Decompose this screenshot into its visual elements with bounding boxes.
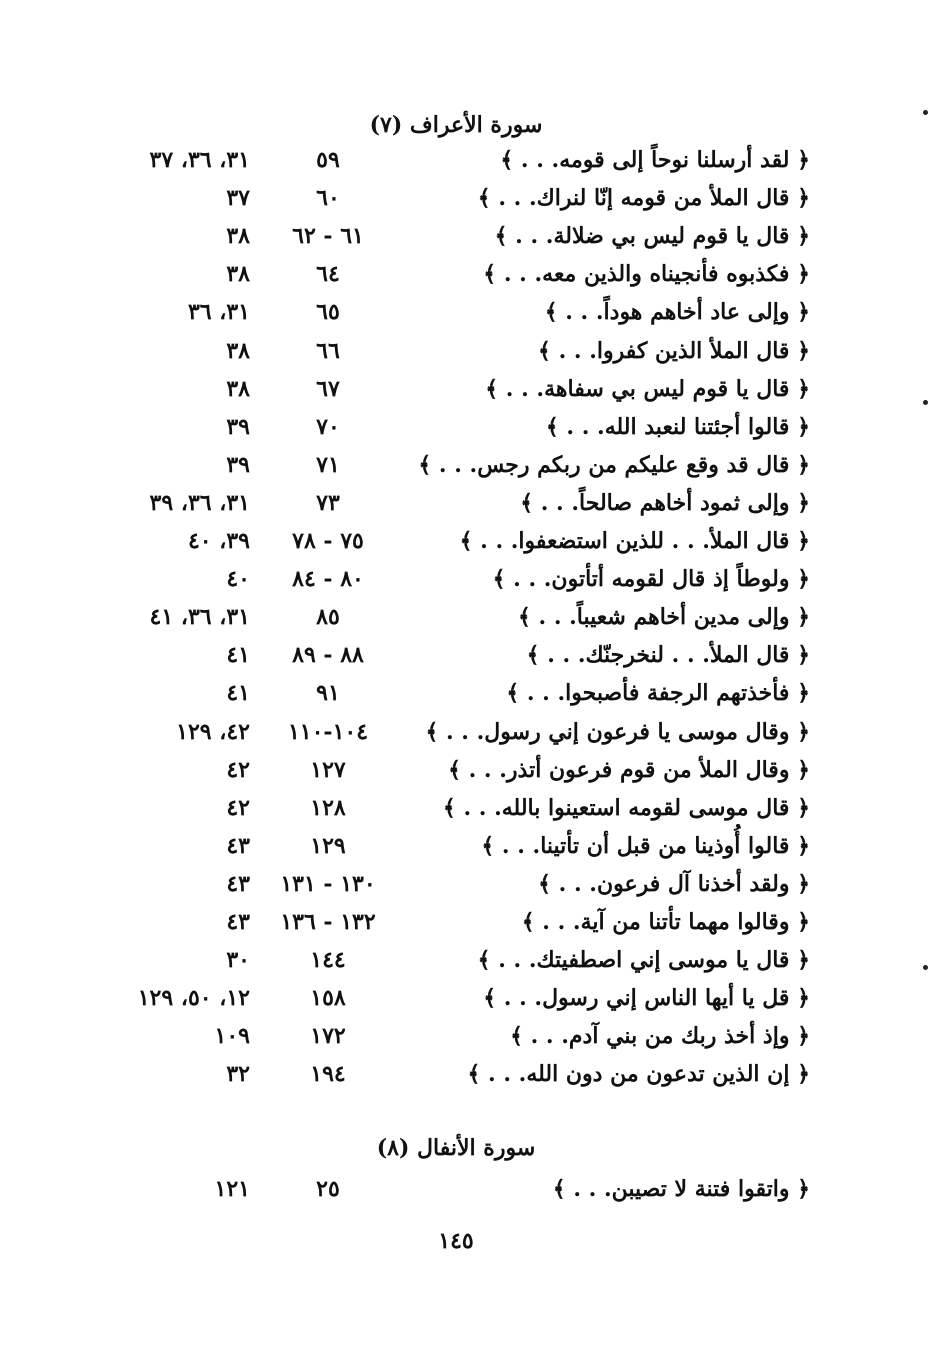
verse-text: ﴿ إن الذين تدعون من دون الله. . . ﴾: [467, 1061, 810, 1088]
page-reference: ٣٧: [226, 185, 250, 212]
ayah-number: ١٤٤: [310, 947, 346, 974]
page-reference: ٣٩، ٤٠: [187, 528, 250, 554]
verse-text: ﴿ قال يا موسى إني اصطفيتك. . . ﴾: [477, 947, 810, 974]
page-reference: ٤١: [226, 642, 250, 669]
page-reference: ٤١: [226, 680, 250, 707]
index-row: [0, 332, 928, 370]
verse-text: ﴿ قال يا قوم ليس بي سفاهة. . . ﴾: [485, 375, 810, 402]
index-row: [0, 255, 928, 293]
index-row: [0, 293, 928, 331]
page-reference: ٣٨: [226, 223, 250, 250]
index-row: [0, 408, 928, 446]
verse-text: ﴿ واتقوا فتنة لا تصيبن. . . ﴾: [552, 1176, 810, 1202]
page-reference: ١٢١: [214, 1176, 250, 1202]
verse-text: ﴿ فكذبوه فأنجيناه والذين معه. . . ﴾: [483, 261, 810, 288]
index-row: [0, 1017, 928, 1055]
verse-text: ﴿ قال الملأ. . . للذين استضعفوا. . . ﴾: [459, 528, 810, 554]
index-row: [0, 903, 928, 941]
ayah-number: ١٠٤-١١٠: [287, 718, 369, 745]
page-number: ١٤٥: [438, 1228, 474, 1254]
margin-dot: [923, 400, 928, 405]
page-reference: ٣١، ٣٦، ٣٩: [149, 489, 250, 516]
ayah-number: ١٣٠ - ١٣١: [280, 870, 376, 897]
page-reference: ٣٩: [226, 413, 250, 440]
page-reference: ١٠٩: [214, 1023, 250, 1050]
verse-text: ﴿ قالوا أُوذينا من قبل أن تأتينا. . . ﴾: [481, 832, 810, 859]
index-row: [0, 713, 928, 751]
index-row: [0, 865, 928, 903]
ayah-number: ٨٠ - ٨٤: [292, 566, 364, 593]
verse-text: ﴿ لقد أرسلنا نوحاً إلى قومه. . . ﴾: [500, 147, 810, 173]
page-reference: ٣٢: [226, 1061, 250, 1088]
ayah-number: ٨٨ - ٨٩: [292, 642, 364, 669]
page-reference: ٤٠: [226, 566, 250, 593]
ayah-number: ١٣٢ - ١٣٦: [280, 909, 376, 935]
ayah-number: ٧٠: [316, 413, 340, 440]
verse-text: ﴿ ولقد أخذنا آل فرعون. . . ﴾: [538, 870, 810, 897]
ayah-number: ١٢٩: [310, 832, 346, 859]
verse-text: ﴿ فأخذتهم الرجفة فأصبحوا. . . ﴾: [506, 680, 810, 707]
ayah-number: ٧٥ - ٧٨: [292, 528, 364, 554]
ayah-number: ٨٥: [316, 604, 340, 631]
verse-text: ﴿ وقال موسى يا فرعون إني رسول. . . ﴾: [425, 718, 810, 745]
verse-text: ﴿ وإلى عاد أخاهم هوداً. . . ﴾: [544, 299, 810, 326]
index-row: [0, 370, 928, 408]
index-row: [0, 636, 928, 674]
ayah-number: ٧١: [316, 451, 340, 478]
verse-text: ﴿ وإلى ثمود أخاهم صالحاً. . . ﴾: [520, 489, 810, 516]
verse-text: ﴿ قال قد وقع عليكم من ربكم رجس. . . ﴾: [418, 451, 810, 478]
ayah-number: ٦٠: [316, 185, 340, 212]
page-reference: ٣١، ٣٦، ٣٧: [149, 147, 250, 173]
page-reference: ١٢، ٥٠، ١٢٩: [137, 985, 250, 1012]
index-row: [0, 1055, 928, 1093]
page-reference: ٤٢: [226, 794, 250, 821]
ayah-number: ٦٧: [316, 375, 340, 402]
verse-text: ﴿ قل يا أيها الناس إني رسول. . . ﴾: [483, 985, 810, 1012]
index-row: [0, 179, 928, 217]
index-row: [0, 446, 928, 484]
index-row: [0, 789, 928, 827]
index-row: [0, 979, 928, 1017]
page-reference: ٤٣: [226, 832, 250, 859]
verse-text: ﴿ قال يا قوم ليس بي ضلالة. . . ﴾: [494, 223, 810, 250]
ayah-number: ٩١: [316, 680, 340, 707]
page-reference: ٣٠: [226, 947, 250, 974]
index-row: [0, 598, 928, 636]
ayah-number: ١٧٢: [310, 1023, 346, 1050]
ayah-number: ٧٣: [316, 489, 340, 516]
index-row: [0, 522, 928, 560]
index-row: [0, 941, 928, 979]
verse-text: ﴿ وقالوا مهما تأتنا من آية. . . ﴾: [521, 909, 810, 935]
verse-text: ﴿ قال الملأ من قومه إنّا لنراك. . . ﴾: [477, 185, 810, 212]
ayah-number: ١٢٧: [310, 756, 346, 783]
ayah-number: ١٥٨: [310, 985, 346, 1012]
verse-text: ﴿ وقال الملأ من قوم فرعون أتذر. . . ﴾: [448, 756, 810, 783]
surah-anfal-heading: سورة الأنفال (٨): [376, 1135, 536, 1161]
margin-dot: [923, 110, 928, 115]
page-reference: ٣١، ٣٦: [187, 299, 250, 326]
ayah-number: ٦٦: [316, 337, 340, 364]
page-reference: ٣٩: [226, 451, 250, 478]
ayah-number: ١٩٤: [310, 1061, 346, 1088]
page-reference: ٤٢: [226, 756, 250, 783]
page-reference: ٣٨: [226, 375, 250, 402]
verse-text: ﴿ وإلى مدين أخاهم شعيباً. . . ﴾: [517, 604, 810, 631]
index-row: [0, 141, 928, 179]
page-reference: ٤٢، ١٢٩: [176, 718, 250, 745]
page-reference: ٤٣: [226, 870, 250, 897]
surah-araf-heading: سورة الأعراف (٧): [369, 112, 543, 138]
index-row: [0, 674, 928, 712]
ayah-number: ٥٩: [316, 147, 340, 173]
ayah-number: ٦٤: [316, 261, 340, 288]
page-reference: ٤٣: [226, 909, 250, 935]
index-row: [0, 484, 928, 522]
index-row: [0, 217, 928, 255]
verse-text: ﴿ قال موسى لقومه استعينوا بالله. . . ﴾: [442, 794, 810, 821]
index-row: [0, 1170, 928, 1208]
index-row: [0, 560, 928, 598]
ayah-number: ١٢٨: [310, 794, 346, 821]
verse-text: ﴿ وإذ أخذ ربك من بني آدم. . . ﴾: [510, 1023, 810, 1050]
margin-dot: [923, 965, 928, 970]
ayah-number: ٦١ - ٦٢: [292, 223, 364, 250]
index-row: [0, 751, 928, 789]
verse-text: ﴿ قال الملأ الذين كفروا. . . ﴾: [538, 337, 810, 364]
page-reference: ٣٨: [226, 337, 250, 364]
verse-text: ﴿ ولوطاً إذ قال لقومه أتأتون. . . ﴾: [492, 566, 810, 593]
page-reference: ٣١، ٣٦، ٤١: [149, 604, 250, 631]
verse-text: ﴿ قالوا أجئتنا لنعبد الله. . . ﴾: [545, 413, 810, 440]
index-row: [0, 827, 928, 865]
page-reference: ٣٨: [226, 261, 250, 288]
verse-text: ﴿ قال الملأ. . . لنخرجنّك. . . ﴾: [526, 642, 810, 669]
ayah-number: ٢٥: [316, 1176, 340, 1202]
ayah-number: ٦٥: [316, 299, 340, 326]
